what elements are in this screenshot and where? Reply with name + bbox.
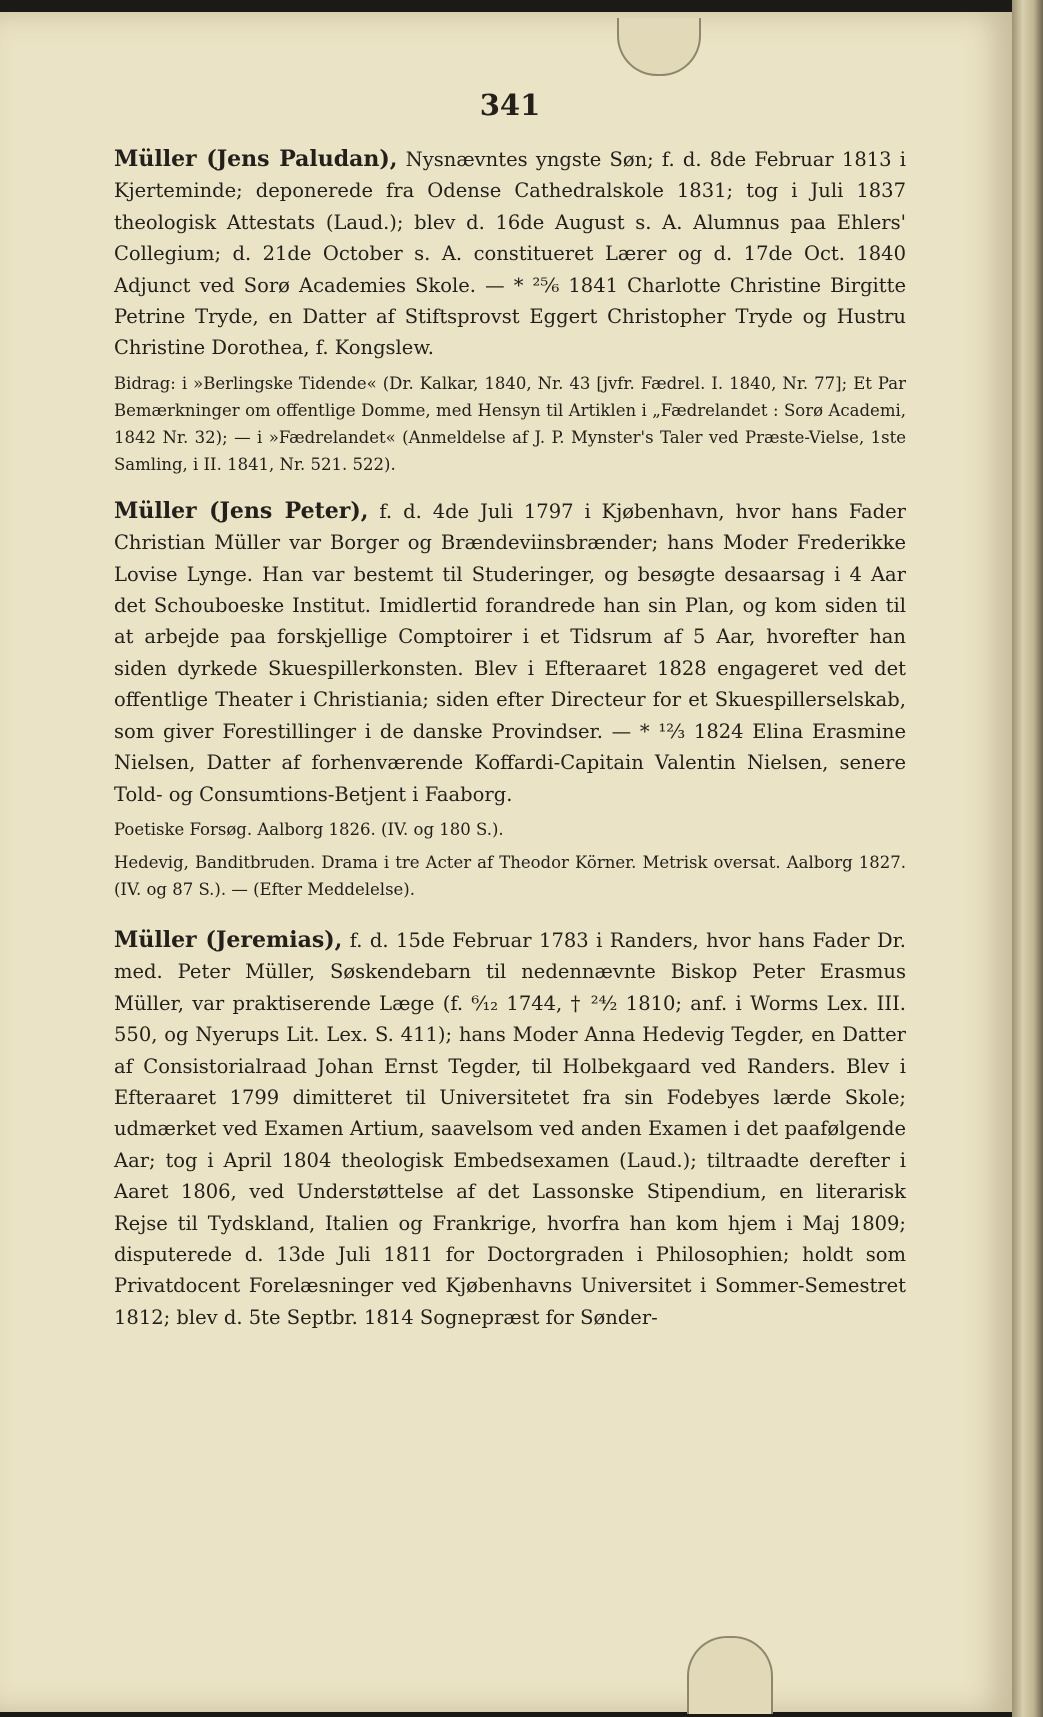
entry-jeremias [114,925,906,1333]
entry-name: Müller (Jens Peter), [114,497,369,524]
entry-text: Nysnævntes yngste Søn; f. d. 8de Februar 1813 i Kjerteminde; deponerede fra Odense Cathedralskole 1831; tog i Juli 1837 theologisk Attestats (Laud.); blev d. 16de August s. A. Alumnus paa Ehlers' Collegium; d. 21de October s. A. constitueret Lærer og d. 17de Oct. 1840 Adjunct ved Sorø Academies Skole. — * ²⁵⁄₆ 1841 Charlotte Christine Birgitte Petrine Tryde, en Datter af Stiftsprovst Eggert Christopher Tryde og Hustru Christine Dorothea, f. Kongslew. [114,148,906,360]
entry-text: f. d. 15de Februar 1783 i Randers, hvor hans Fader Dr. med. Peter Müller, Søskendebarn til nedennævnte Biskop Peter Erasmus Müller, var praktiserende Læge (f. ⁶⁄₁₂ 1744, † ²⁴⁄₂ 1810; anf. i Worms Lex. III. 550, og Nyerups Lit. Lex. S. 411); hans Moder Anna Hedevig Tegder, en Datter af Consistorialraad Johan Ernst Tegder, til Holbekgaard ved Randers. Blev i Efteraaret 1799 dimitteret til Universitetet fra sin Fodebyes lærde Skole; udmærket ved Examen Artium, saavelsom ved anden Examen i det paafølgende Aar; tog i April 1804 theologisk Embedsexamen (Laud.); tiltraadte derefter i Aaret 1806, ved Understøttelse af det Lassonske Stipendium, en literarisk Rejse til Tydskland, Italien og Frankrige, hvorfra han kom hjem i Maj 1809; disputerede d. 13de Juli 1811 for Doctorgraden i Philosophien; holdt som Privatdocent Forelæsninger ved Kjøbenhavns Universitet i Sommer-Semestret 1812; blev d. 5te Septbr. 1814 Sognepræst for Sønder- [114,928,906,1329]
entry-note: Poetiske Forsøg. Aalborg 1826. (IV. og 180 S.). [114,819,504,839]
book-page [0,12,1012,1712]
page-clip-bottom [687,1636,773,1714]
book-edge [1012,0,1043,1717]
page-number: 341 [479,88,541,122]
entry-jens-paludan [114,144,906,478]
entry-jens-peter [114,496,906,903]
entry-note: Hedevig, Banditbruden. Drama i tre Acter af Theodor Körner. Metrisk oversat. Aalborg 1827. (IV. og 87 S.). — (Efter Meddelelse). [114,852,906,899]
page-clip-top [617,18,701,76]
entry-text: f. d. 4de Juli 1797 i Kjøbenhavn, hvor hans Fader Christian Müller var Borger og Brændeviinsbrænder; hans Moder Frederikke Lovise Lynge. Han var bestemt til Studeringer, og besøgte desaarsag i 4 Aar det Schouboeske Institut. Imidlertid forandrede han sin Plan, og kom siden til at arbejde paa forskjellige Comptoirer i et Tidsrum af 5 Aar, hvorefter han siden dyrkede Skuespillerkonsten. Blev i Efteraaret 1828 engageret ved det offentlige Theater i Christiania; siden efter Directeur for et Skuespillerselskab, som giver Forestillinger i de danske Provindser. — * ¹²⁄₃ 1824 Elina Erasmine Nielsen, Datter af forhenværende Koffardi-Capitain Valentin Nielsen, senere Told- og Consumtions-Betjent i Faaborg. [114,499,906,806]
page-content [114,82,906,1333]
entry-note: Bidrag: i »Berlingske Tidende« (Dr. Kalkar, 1840, Nr. 43 [jvfr. Fædrel. I. 1840, Nr. 77]; Et Par Bemærkninger om offentlige Domme, med Hensyn til Artiklen i „Fædrelandet : Sorø Academi, 1842 Nr. 32); — i »Fædrelandet« (Anmeldelse af J. P. Mynster's Taler ved Præste-Vielse, 1ste Samling, i II. 1841, Nr. 521. 522). [114,373,906,474]
entry-name: Müller (Jeremias), [114,926,343,953]
entry-name: Müller (Jens Paludan), [114,146,398,172]
